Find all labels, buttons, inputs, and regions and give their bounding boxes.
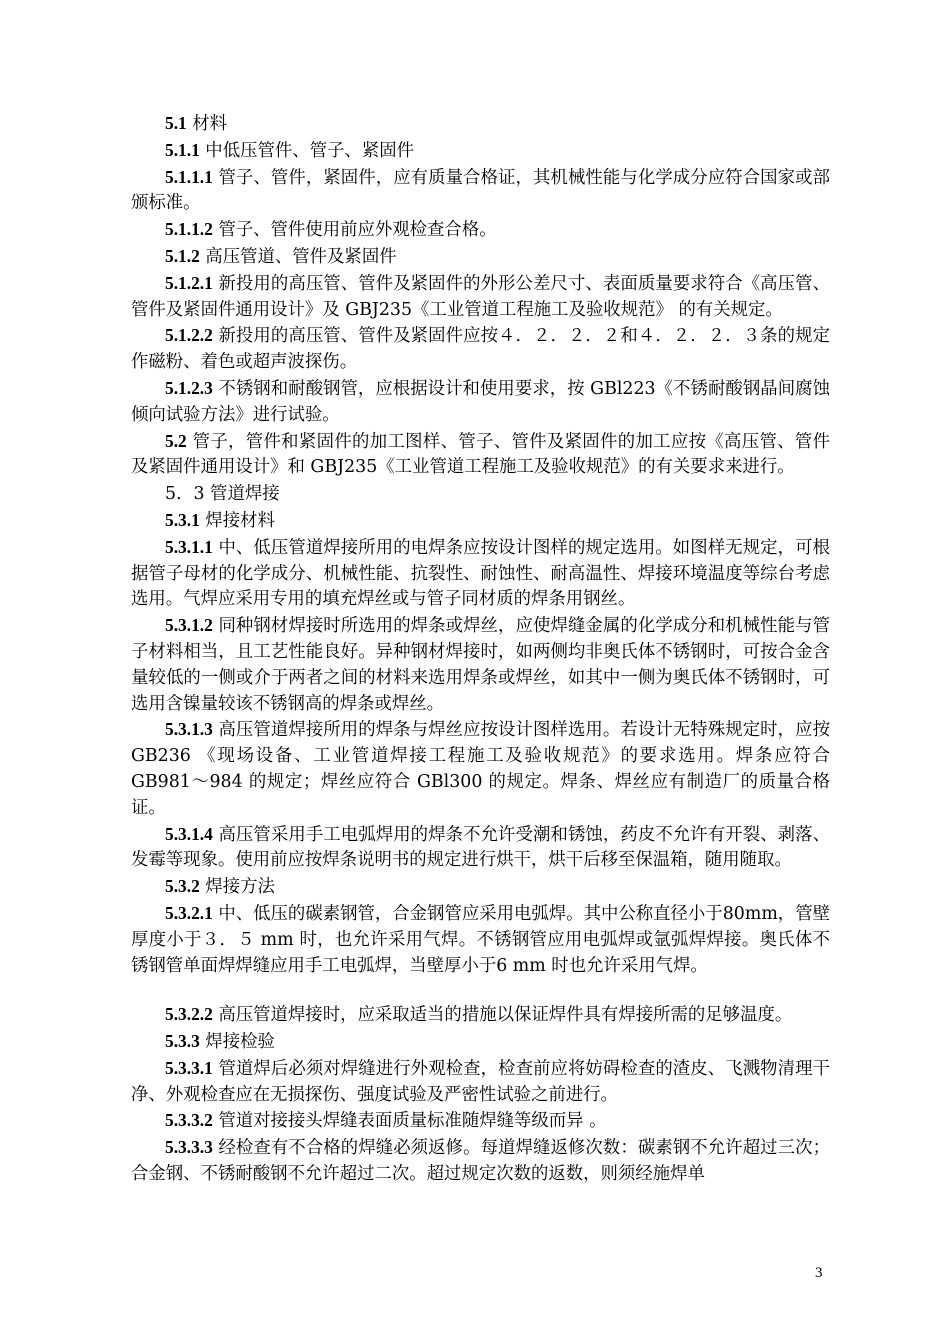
paragraph-5-3: 5．3 管道焊接 bbox=[165, 484, 280, 505]
paragraph-5-3-1-3: 5.3.1.3 高压管道焊接所用的焊条与焊丝应按设计图样选用。若设计无特殊规定时，应按 GB236 《现场设备、工业管道焊接工程施工及验收规范》的要求选用。焊条应符合 GB981～984 的规定；焊丝应符合 GBl300 的规定。焊条、焊丝应有制造厂的质量合格证。 bbox=[131, 719, 830, 818]
paragraph-5-1-1-1: 5.1.1.1 管子、管件，紧固件，应有质量合格证，其机械性能与化学成分应符合国家或部颁标准。 bbox=[131, 166, 830, 214]
paragraph-5-1-2-2: 5.1.2.2 新投用的高压管、管件及紧固件应按４．２．２．２和４．２．２．３条的规定作磁粉、着色或超声波探伤。 bbox=[131, 325, 830, 373]
paragraph-5-3-3-2: 5.3.3.2 管道对接接头焊缝表面质量标准随焊缝等级而异 。 bbox=[165, 1110, 607, 1132]
paragraph-5-3-1-4: 5.3.1.4 高压管采用手工电弧焊用的焊条不允许受潮和锈蚀，药皮不允许有开裂、剥落、发霉等现象。使用前应按焊条说明书的规定进行烘干，烘干后移至保温箱，随用随取。 bbox=[131, 823, 830, 871]
paragraph-5-3-3-1: 5.3.3.1 管道焊后必须对焊缝进行外观检查，检查前应将妨碍检查的渣皮、飞溅物清理干净、外观检查应在无损探伤、强度试验及严密性试验之前进行。 bbox=[131, 1057, 830, 1105]
blank-line bbox=[131, 979, 830, 1002]
paragraph-5-1-2: 5.1.2 高压管道、管件及紧固件 bbox=[165, 245, 397, 267]
paragraph-5-3-1-1: 5.3.1.1 中、低压管道焊接所用的电焊条应按设计图样的规定选用。如图样无规定，可根据管子母材的化学成分、机械性能、抗裂性、耐蚀性、耐高温性、焊接环境温度等综台考虑选用。气焊应采用专用的填充焊丝或与管子同材质的焊条用钢丝。 bbox=[131, 536, 830, 610]
paragraph-5-3-2: 5.3.2 焊接方法 bbox=[165, 876, 275, 898]
paragraph-5-3-1-2: 5.3.1.2 同种钢材焊接时所选用的焊条或焊丝，应使焊缝金属的化学成分和机械性能与管子材料相当，且工艺性能良好。异种钢材焊接时，如两侧均非奥氏体不锈钢时，可按合金含量较低的一侧或介于两者之间的材料来选用焊条或焊丝，如其中一侧为奥氏体不锈钢时，可选用含镍量较该不锈钢高的焊条或焊丝。 bbox=[131, 615, 830, 714]
paragraph-5-1-1-2: 5.1.1.2 管子、管件使用前应外观检查合格。 bbox=[165, 219, 497, 241]
paragraph-5-3-2-1: 5.3.2.1 中、低压的碳素钢管，合金钢管应采用电弧焊。其中公称直径小于80mm，管壁厚度小于３．５ mm 时，也允许采用气焊。不锈钢管应用电弧焊或氩弧焊焊接。奥氏体不锈钢管单面焊焊缝应用手工电弧焊，当壁厚小于6 mm 时也允许采用气焊。 bbox=[131, 902, 830, 976]
paragraph-5-3-3: 5.3.3 焊接检验 bbox=[165, 1031, 275, 1053]
page-number: 3 bbox=[815, 1265, 823, 1281]
paragraph-5-3-2-2: 5.3.2.2 高压管道焊接时，应采取适当的措施以保证焊件具有焊接所需的足够温度。 bbox=[165, 1004, 793, 1026]
document-body bbox=[131, 111, 830, 1188]
paragraph-5-1-2-3: 5.1.2.3 不锈钢和耐酸钢管，应根据设计和使用要求，按 GBl223《不锈耐酸钢晶间腐蚀倾向试验方法》进行试验。 bbox=[131, 377, 830, 425]
paragraph-5-1: 5.1 材料 bbox=[165, 113, 228, 134]
paragraph-5-1-1: 5.1.1 中低压管件、管子、紧固件 bbox=[165, 139, 414, 161]
paragraph-5-1-2-1: 5.1.2.1 新投用的高压管、管件及紧固件的外形公差尺寸、表面质量要求符合《高压管、管件及紧固件通用设计》及 GBJ235《工业管道工程施工及验收规范》 的有关规定。 bbox=[131, 272, 830, 320]
paragraph-5-3-1: 5.3.1 焊接材料 bbox=[165, 509, 275, 531]
paragraph-5-2: 5.2 管子，管件和紧固件的加工图样、管子、管件及紧固件的加工应按《高压管、管件及紧固件通用设计》和 GBJ235《工业管道工程施工及验收规范》的有关要求来进行。 bbox=[131, 430, 830, 478]
paragraph-5-3-3-3: 5.3.3.3 经检查有不合格的焊缝必须返修。每道焊缝返修次数：碳素钢不允许超过三次；合金钢、不锈耐酸钢不允许超过二次。超过规定次数的返数，则须经施焊单 bbox=[131, 1137, 830, 1185]
